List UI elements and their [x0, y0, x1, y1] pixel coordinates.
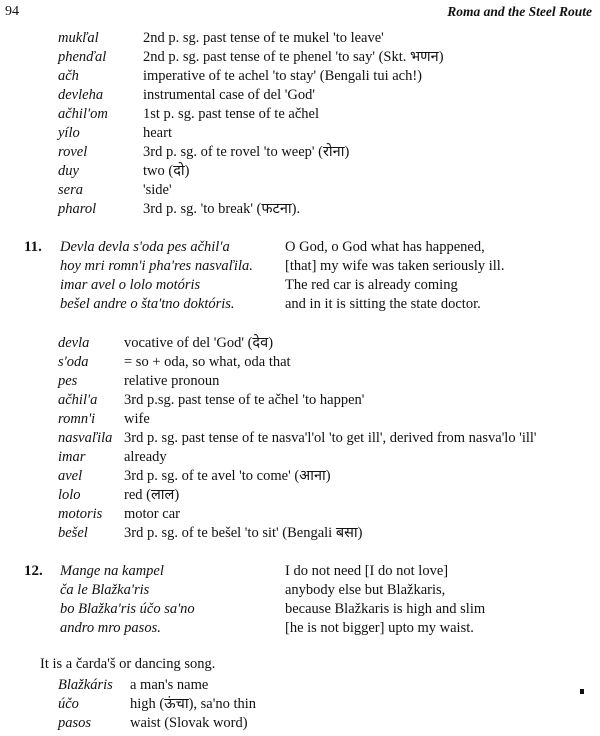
- glossary-term: bešel: [58, 525, 88, 541]
- glossary-definition: 3rd p. sg. 'to break' (फटना).: [143, 201, 301, 217]
- glossary-term: účo: [58, 696, 79, 712]
- song-12: [0, 560, 600, 640]
- romani-line: bo Blažka'ris účo sa'no: [60, 601, 195, 617]
- glossary-definition: red (लाल): [124, 487, 180, 503]
- glossary-definition: imperative of te achel 'to stay' (Bengali tui ach!): [143, 68, 423, 84]
- glossary-term: imar: [58, 449, 86, 465]
- romani-line: hoy mri romn'i pha'res nasvaľila.: [60, 258, 253, 274]
- glossary-term: yílo: [58, 125, 80, 141]
- glossary-term: pharol: [58, 201, 97, 217]
- english-line: [he is not bigger] upto my waist.: [285, 620, 474, 636]
- glossary-definition: 2nd p. sg. past tense of te phenel 'to say' (Skt. भणन): [143, 49, 444, 65]
- glossary-top: [0, 22, 600, 222]
- glossary-term: devleha: [58, 87, 104, 103]
- english-line: O God, o God what has happened,: [285, 239, 485, 255]
- glossary-term: ačh: [58, 68, 79, 84]
- glossary-definition: waist (Slovak word): [130, 715, 248, 731]
- song-note: It is a čarda'š or dancing song.: [40, 656, 216, 672]
- romani-line: Devla devla s'oda pes ačhil'a: [60, 239, 230, 255]
- glossary-definition: 'side': [143, 182, 172, 198]
- glossary-definition: 3rd p. sg. of te avel 'to come' (आना): [124, 468, 331, 484]
- english-line: anybody else but Blažkaris,: [285, 582, 446, 598]
- glossary-definition: a man's name: [130, 677, 209, 693]
- glossary-term: duy: [58, 163, 79, 179]
- glossary-term: motoris: [58, 506, 103, 522]
- romani-line: ča le Blažka'ris: [60, 582, 150, 598]
- song-11: [0, 236, 600, 316]
- glossary-mid: [0, 328, 600, 548]
- glossary-definition: vocative of del 'God' (देव): [124, 335, 274, 351]
- glossary-term: lolo: [58, 487, 81, 503]
- glossary-term: devla: [58, 335, 90, 351]
- glossary-definition: two (दो): [143, 163, 190, 179]
- running-title: Roma and the Steel Route: [447, 4, 592, 19]
- glossary-term: pes: [58, 373, 78, 389]
- glossary-bottom: [0, 676, 600, 736]
- glossary-term: rovel: [58, 144, 88, 160]
- glossary-definition: heart: [143, 125, 172, 141]
- english-line: [that] my wife was taken seriously ill.: [285, 258, 505, 274]
- glossary-term: pasos: [58, 715, 92, 731]
- glossary-definition: motor car: [124, 506, 180, 522]
- glossary-definition: 3rd p. sg. of te rovel 'to weep' (रोना): [143, 144, 350, 160]
- glossary-term: mukľal: [58, 30, 99, 46]
- song-number: 11.: [24, 239, 42, 255]
- glossary-definition: = so + oda, so what, oda that: [124, 354, 291, 370]
- glossary-term: ačhil'om: [58, 106, 108, 122]
- page-number: 94: [5, 4, 19, 19]
- romani-line: imar avel o lolo motóris: [60, 277, 201, 293]
- glossary-definition: relative pronoun: [124, 373, 220, 389]
- english-line: because Blažkaris is high and slim: [285, 601, 486, 617]
- glossary-term: phenďal: [58, 49, 107, 65]
- song-number: 12.: [24, 563, 43, 579]
- glossary-term: nasvaľila: [58, 430, 113, 446]
- english-line: The red car is already coming: [285, 277, 458, 293]
- glossary-definition: instrumental case of del 'God': [143, 87, 315, 103]
- glossary-term: Blažkáris: [58, 677, 113, 693]
- romani-line: bešel andre o šta'tno doktóris.: [60, 296, 235, 312]
- romani-line: andro mro pasos.: [60, 620, 161, 636]
- glossary-term: romn'i: [58, 411, 96, 427]
- glossary-term: ačhil'a: [58, 392, 98, 408]
- glossary-definition: wife: [124, 411, 150, 427]
- english-line: I do not need [I do not love]: [285, 563, 449, 579]
- glossary-definition: high (ऊंचा), sa'no thin: [130, 696, 257, 712]
- glossary-definition: 2nd p. sg. past tense of te mukel 'to leave': [143, 30, 384, 46]
- glossary-term: avel: [58, 468, 83, 484]
- romani-line: Mange na kampel: [60, 563, 164, 579]
- margin-mark: [580, 689, 584, 694]
- glossary-term: sera: [58, 182, 83, 198]
- glossary-definition: 1st p. sg. past tense of te ačhel: [143, 106, 319, 122]
- english-line: and in it is sitting the state doctor.: [285, 296, 481, 312]
- glossary-definition: already: [124, 449, 167, 465]
- glossary-definition: 3rd p. sg. of te bešel 'to sit' (Bengali बसा): [124, 525, 363, 541]
- glossary-definition: 3rd p. sg. past tense of te nasva'l'ol 'to get ill', derived from nasva'lo 'ill': [124, 430, 537, 446]
- glossary-definition: 3rd p.sg. past tense of te ačhel 'to happen': [124, 392, 365, 408]
- glossary-term: s'oda: [58, 354, 89, 370]
